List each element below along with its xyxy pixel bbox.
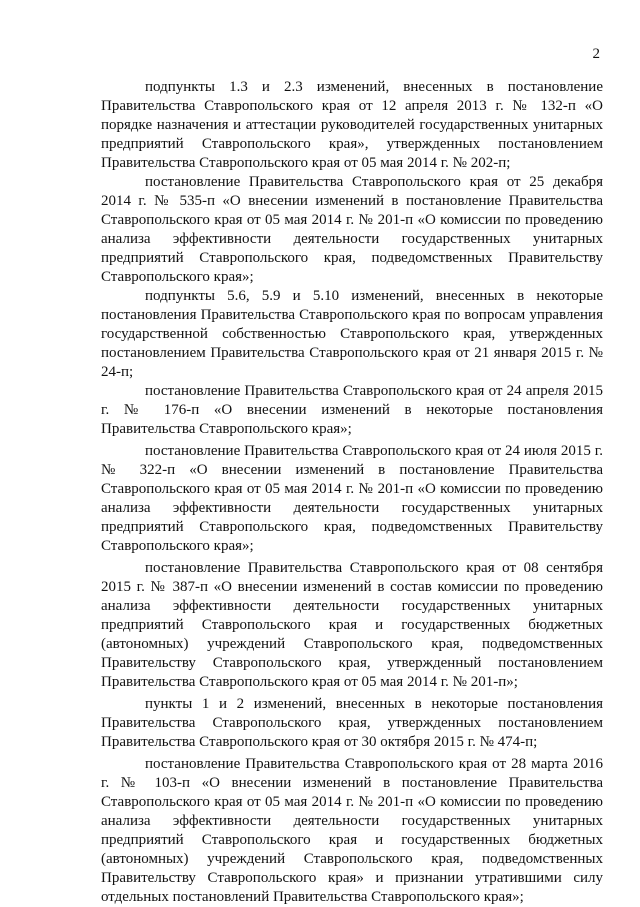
paragraph: подпункты 5.6, 5.9 и 5.10 изменений, внесенных в некоторые постановления Правительства Ставропольского края по вопросам управления государственной собственностью Ставропольского края, утвержденных постановлением Правительства Ставропольского края от 21 января 2015 г. № 24-п; bbox=[101, 288, 603, 380]
paragraph: постановление Правительства Ставропольского края от 25 декабря 2014 г. № 535-п «О внесении изменений в постановление Правительства Ставропольского края от 05 мая 2014 г. № 201-п «О комиссии по проведению анализа эффективности деятельности государственных унитарных предприятий Ставропольского края, подведомственных Правительству Ставропольского края»; bbox=[101, 174, 603, 285]
paragraph: постановление Правительства Ставропольского края от 24 июля 2015 г. № 322-п «О внесении изменений в постановление Правительства Ставропольского края от 05 мая 2014 г. № 201-п «О комиссии по проведению анализа эффективности деятельности государственных унитарных предприятий Ставропольского края, подведомственных Правительству Ставропольского края»; bbox=[101, 443, 603, 554]
page-number: 2 bbox=[592, 46, 600, 62]
paragraph: постановление Правительства Ставропольского края от 08 сентября 2015 г. № 387-п «О внесении изменений в состав комиссии по проведению анализа эффективности деятельности государственных унитарных предприятий Ставропольского края и государственных бюджетных (автономных) учреждений Ставропольского края, подведомственных Правительству Ставропольского края, утвержденный постановлением Правительства Ставропольского края от 05 мая 2014 г. № 201-п»; bbox=[101, 560, 603, 690]
paragraph: подпункты 1.3 и 2.3 изменений, внесенных в постановление Правительства Ставропольского края от 12 апреля 2013 г. № 132-п «О порядке назначения и аттестации руководителей государственных унитарных предприятий Ставропольского края», утвержденных постановлением Правительства Ставропольского края от 05 мая 2014 г. № 202-п; bbox=[101, 79, 603, 171]
document-body bbox=[101, 78, 603, 907]
paragraph: постановление Правительства Ставропольского края от 28 марта 2016 г. № 103-п «О внесении изменений в постановление Правительства Ставропольского края от 05 мая 2014 г. № 201-п «О комиссии по проведению анализа эффективности деятельности государственных унитарных предприятий Ставропольского края и государственных бюджетных (автономных) учреждений Ставропольского края, подведомственных Правительству Ставропольского края» и признании утратившими силу отдельных постановлений Правительства Ставропольского края»; bbox=[101, 756, 603, 905]
paragraph: пункты 1 и 2 изменений, внесенных в некоторые постановления Правительства Ставропольского края, утвержденных постановлением Правительства Ставропольского края от 30 октября 2015 г. № 474-п; bbox=[101, 696, 603, 750]
paragraph: постановление Правительства Ставропольского края от 24 апреля 2015 г. № 176-п «О внесении изменений в некоторые постановления Правительства Ставропольского края»; bbox=[101, 383, 603, 437]
